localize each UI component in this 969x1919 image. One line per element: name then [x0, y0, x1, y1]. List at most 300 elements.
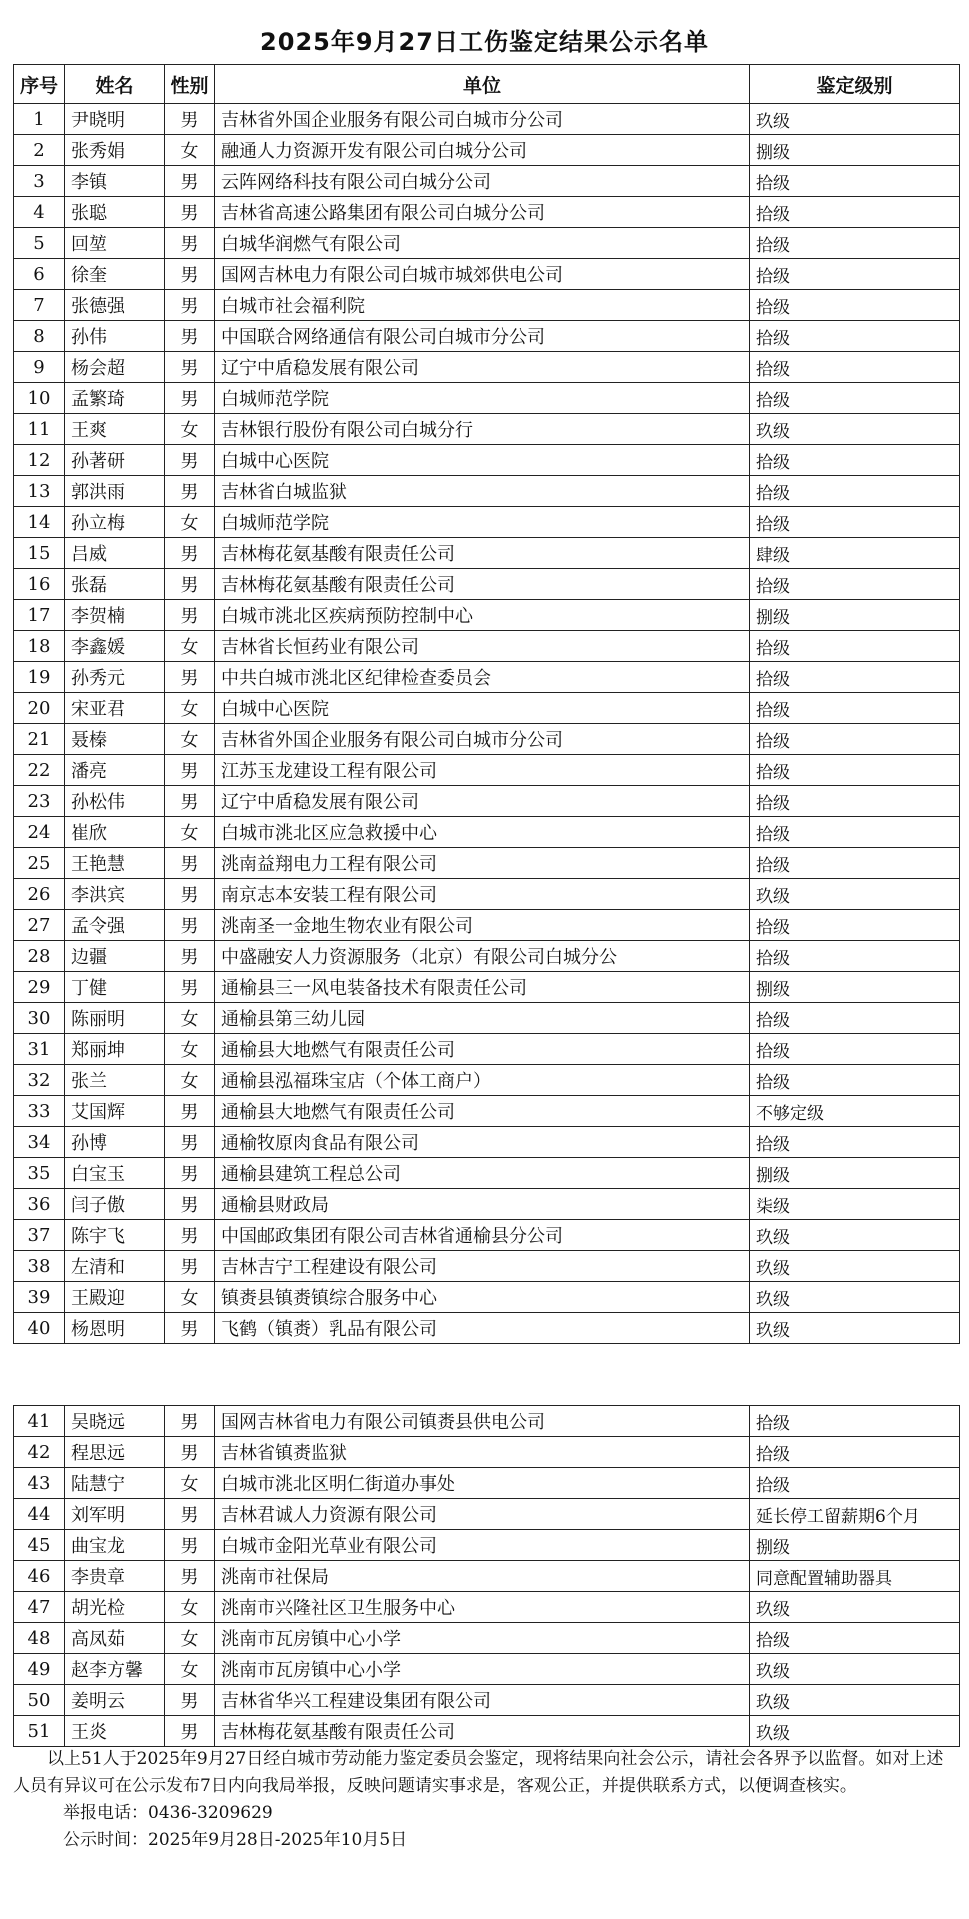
gender: 男 [165, 476, 215, 507]
row-number: 20 [14, 693, 65, 724]
employer-unit: 吉林省外国企业服务有限公司白城市分公司 [215, 104, 750, 135]
gender: 男 [165, 1561, 215, 1592]
gender: 女 [165, 1468, 215, 1499]
employer-unit: 融通人力资源开发有限公司白城分公司 [215, 135, 750, 166]
assessment-level: 柒级 [750, 1189, 960, 1220]
person-name: 李贵章 [65, 1561, 165, 1592]
person-name: 王艳慧 [65, 848, 165, 879]
person-name: 杨恩明 [65, 1313, 165, 1344]
table-row [14, 197, 960, 228]
gender: 男 [165, 321, 215, 352]
row-number: 51 [14, 1716, 65, 1747]
person-name: 吕威 [65, 538, 165, 569]
assessment-level: 玖级 [750, 104, 960, 135]
employer-unit: 白城师范学院 [215, 383, 750, 414]
employer-unit: 白城市社会福利院 [215, 290, 750, 321]
table-row [14, 879, 960, 910]
row-number: 25 [14, 848, 65, 879]
table-row [14, 1468, 960, 1499]
employer-unit: 通榆县泓福珠宝店（个体工商户） [215, 1065, 750, 1096]
gender: 男 [165, 1096, 215, 1127]
gender: 女 [165, 1282, 215, 1313]
row-number: 12 [14, 445, 65, 476]
gender: 男 [165, 290, 215, 321]
row-number: 5 [14, 228, 65, 259]
employer-unit: 洮南市瓦房镇中心小学 [215, 1654, 750, 1685]
assessment-level: 拾级 [750, 476, 960, 507]
table-row [14, 1530, 960, 1561]
header-gender: 性别 [165, 65, 215, 104]
row-number: 16 [14, 569, 65, 600]
assessment-level: 拾级 [750, 631, 960, 662]
row-number: 23 [14, 786, 65, 817]
row-number: 19 [14, 662, 65, 693]
employer-unit: 吉林梅花氨基酸有限责任公司 [215, 1716, 750, 1747]
table-row [14, 972, 960, 1003]
row-number: 17 [14, 600, 65, 631]
assessment-level: 拾级 [750, 1468, 960, 1499]
employer-unit: 辽宁中盾稳发展有限公司 [215, 786, 750, 817]
row-number: 28 [14, 941, 65, 972]
person-name: 崔欣 [65, 817, 165, 848]
employer-unit: 吉林省高速公路集团有限公司白城分公司 [215, 197, 750, 228]
table-row [14, 755, 960, 786]
person-name: 孙博 [65, 1127, 165, 1158]
table-row [14, 569, 960, 600]
row-number: 48 [14, 1623, 65, 1654]
person-name: 回堃 [65, 228, 165, 259]
row-number: 14 [14, 507, 65, 538]
gender: 男 [165, 1189, 215, 1220]
header-no: 序号 [14, 65, 65, 104]
person-name: 高凤茹 [65, 1623, 165, 1654]
row-number: 39 [14, 1282, 65, 1313]
employer-unit: 洮南益翔电力工程有限公司 [215, 848, 750, 879]
employer-unit: 飞鹤（镇赉）乳品有限公司 [215, 1313, 750, 1344]
person-name: 孙伟 [65, 321, 165, 352]
gender: 男 [165, 600, 215, 631]
gender: 女 [165, 1592, 215, 1623]
gender: 男 [165, 569, 215, 600]
table-row [14, 321, 960, 352]
assessment-level: 拾级 [750, 507, 960, 538]
results-table-part-1 [13, 64, 960, 1344]
row-number: 34 [14, 1127, 65, 1158]
table-row [14, 724, 960, 755]
row-number: 31 [14, 1034, 65, 1065]
person-name: 张德强 [65, 290, 165, 321]
person-name: 孙著研 [65, 445, 165, 476]
table-row [14, 1716, 960, 1747]
row-number: 1 [14, 104, 65, 135]
row-number: 4 [14, 197, 65, 228]
person-name: 艾国辉 [65, 1096, 165, 1127]
assessment-level: 玖级 [750, 1685, 960, 1716]
notice-block [13, 1746, 958, 1854]
gender: 男 [165, 352, 215, 383]
person-name: 张聪 [65, 197, 165, 228]
document-title: 2025年9月27日工伤鉴定结果公示名单 [260, 28, 709, 56]
gender: 女 [165, 1003, 215, 1034]
assessment-level: 拾级 [750, 569, 960, 600]
assessment-level: 拾级 [750, 693, 960, 724]
person-name: 徐奎 [65, 259, 165, 290]
row-number: 7 [14, 290, 65, 321]
table-row [14, 1654, 960, 1685]
row-number: 10 [14, 383, 65, 414]
table-row [14, 1592, 960, 1623]
person-name: 孙立梅 [65, 507, 165, 538]
table-row [14, 104, 960, 135]
assessment-level: 玖级 [750, 1716, 960, 1747]
header-level: 鉴定级别 [750, 65, 960, 104]
assessment-level: 拾级 [750, 228, 960, 259]
table-row [14, 910, 960, 941]
table-row [14, 693, 960, 724]
assessment-level: 玖级 [750, 1654, 960, 1685]
person-name: 张兰 [65, 1065, 165, 1096]
gender: 男 [165, 1716, 215, 1747]
table-row [14, 538, 960, 569]
gender: 男 [165, 662, 215, 693]
row-number: 32 [14, 1065, 65, 1096]
row-number: 21 [14, 724, 65, 755]
employer-unit: 吉林省外国企业服务有限公司白城市分公司 [215, 724, 750, 755]
table-row [14, 507, 960, 538]
gender: 女 [165, 817, 215, 848]
row-number: 46 [14, 1561, 65, 1592]
person-name: 李贺楠 [65, 600, 165, 631]
person-name: 潘亮 [65, 755, 165, 786]
person-name: 孟令强 [65, 910, 165, 941]
assessment-level: 拾级 [750, 755, 960, 786]
person-name: 郭洪雨 [65, 476, 165, 507]
employer-unit: 南京志本安装工程有限公司 [215, 879, 750, 910]
row-number: 9 [14, 352, 65, 383]
person-name: 聂榛 [65, 724, 165, 755]
table-row [14, 1499, 960, 1530]
row-number: 6 [14, 259, 65, 290]
assessment-level: 不够定级 [750, 1096, 960, 1127]
employer-unit: 中国联合网络通信有限公司白城市分公司 [215, 321, 750, 352]
assessment-level: 延长停工留薪期6个月 [750, 1499, 960, 1530]
row-number: 3 [14, 166, 65, 197]
employer-unit: 通榆县财政局 [215, 1189, 750, 1220]
assessment-level: 拾级 [750, 662, 960, 693]
employer-unit: 吉林银行股份有限公司白城分行 [215, 414, 750, 445]
gender: 女 [165, 1654, 215, 1685]
table-row [14, 1685, 960, 1716]
row-number: 44 [14, 1499, 65, 1530]
employer-unit: 洮南市瓦房镇中心小学 [215, 1623, 750, 1654]
row-number: 33 [14, 1096, 65, 1127]
row-number: 8 [14, 321, 65, 352]
row-number: 37 [14, 1220, 65, 1251]
employer-unit: 通榆县第三幼儿园 [215, 1003, 750, 1034]
table-row [14, 383, 960, 414]
table-row [14, 1313, 960, 1344]
publicity-period: 公示时间：2025年9月28日-2025年10月5日 [63, 1830, 408, 1850]
table-row [14, 631, 960, 662]
assessment-level: 拾级 [750, 786, 960, 817]
person-name: 姜明云 [65, 1685, 165, 1716]
gender: 男 [165, 941, 215, 972]
person-name: 李洪宾 [65, 879, 165, 910]
person-name: 宋亚君 [65, 693, 165, 724]
table-row [14, 941, 960, 972]
gender: 男 [165, 1406, 215, 1437]
assessment-level: 拾级 [750, 259, 960, 290]
table-row [14, 166, 960, 197]
gender: 男 [165, 1220, 215, 1251]
person-name: 孟繁琦 [65, 383, 165, 414]
person-name: 闫子傲 [65, 1189, 165, 1220]
employer-unit: 吉林省白城监狱 [215, 476, 750, 507]
person-name: 孙松伟 [65, 786, 165, 817]
row-number: 36 [14, 1189, 65, 1220]
person-name: 郑丽坤 [65, 1034, 165, 1065]
person-name: 左清和 [65, 1251, 165, 1282]
gender: 男 [165, 538, 215, 569]
person-name: 曲宝龙 [65, 1530, 165, 1561]
assessment-level: 拾级 [750, 197, 960, 228]
employer-unit: 白城市洮北区明仁街道办事处 [215, 1468, 750, 1499]
gender: 男 [165, 1158, 215, 1189]
row-number: 41 [14, 1406, 65, 1437]
row-number: 45 [14, 1530, 65, 1561]
table-row [14, 1561, 960, 1592]
person-name: 杨会超 [65, 352, 165, 383]
assessment-level: 拾级 [750, 290, 960, 321]
employer-unit: 洮南市兴隆社区卫生服务中心 [215, 1592, 750, 1623]
person-name: 陆慧宁 [65, 1468, 165, 1499]
header-name: 姓名 [65, 65, 165, 104]
gender: 女 [165, 135, 215, 166]
employer-unit: 国网吉林省电力有限公司镇赉县供电公司 [215, 1406, 750, 1437]
row-number: 24 [14, 817, 65, 848]
employer-unit: 镇赉县镇赉镇综合服务中心 [215, 1282, 750, 1313]
row-number: 29 [14, 972, 65, 1003]
assessment-level: 拾级 [750, 1034, 960, 1065]
employer-unit: 白城市金阳光草业有限公司 [215, 1530, 750, 1561]
person-name: 丁健 [65, 972, 165, 1003]
assessment-level: 拾级 [750, 445, 960, 476]
employer-unit: 通榆县三一风电装备技术有限责任公司 [215, 972, 750, 1003]
table-row [14, 1437, 960, 1468]
gender: 男 [165, 445, 215, 476]
person-name: 张秀娟 [65, 135, 165, 166]
gender: 男 [165, 1313, 215, 1344]
gender: 男 [165, 1530, 215, 1561]
gender: 男 [165, 786, 215, 817]
table-row [14, 1003, 960, 1034]
employer-unit: 江苏玉龙建设工程有限公司 [215, 755, 750, 786]
table-row [14, 259, 960, 290]
assessment-level: 肆级 [750, 538, 960, 569]
assessment-level: 玖级 [750, 879, 960, 910]
employer-unit: 吉林吉宁工程建设有限公司 [215, 1251, 750, 1282]
row-number: 35 [14, 1158, 65, 1189]
person-name: 孙秀元 [65, 662, 165, 693]
employer-unit: 国网吉林电力有限公司白城市城郊供电公司 [215, 259, 750, 290]
employer-unit: 通榆县大地燃气有限责任公司 [215, 1096, 750, 1127]
employer-unit: 中盛融安人力资源服务（北京）有限公司白城分公 [215, 941, 750, 972]
row-number: 50 [14, 1685, 65, 1716]
table-row [14, 1220, 960, 1251]
gender: 男 [165, 972, 215, 1003]
table-row [14, 1282, 960, 1313]
assessment-level: 拾级 [750, 1406, 960, 1437]
employer-unit: 白城中心医院 [215, 445, 750, 476]
person-name: 胡光检 [65, 1592, 165, 1623]
person-name: 边疆 [65, 941, 165, 972]
row-number: 43 [14, 1468, 65, 1499]
assessment-level: 捌级 [750, 1158, 960, 1189]
assessment-level: 拾级 [750, 166, 960, 197]
employer-unit: 通榆县建筑工程总公司 [215, 1158, 750, 1189]
assessment-level: 玖级 [750, 1313, 960, 1344]
row-number: 2 [14, 135, 65, 166]
employer-unit: 白城市洮北区疾病预防控制中心 [215, 600, 750, 631]
assessment-level: 拾级 [750, 724, 960, 755]
employer-unit: 吉林省长恒药业有限公司 [215, 631, 750, 662]
gender: 男 [165, 879, 215, 910]
assessment-level: 拾级 [750, 848, 960, 879]
employer-unit: 白城市洮北区应急救援中心 [215, 817, 750, 848]
person-name: 李镇 [65, 166, 165, 197]
assessment-level: 拾级 [750, 1003, 960, 1034]
employer-unit: 中共白城市洮北区纪律检查委员会 [215, 662, 750, 693]
gender: 男 [165, 848, 215, 879]
gender: 女 [165, 1623, 215, 1654]
gender: 女 [165, 414, 215, 445]
table-row [14, 1251, 960, 1282]
results-table-part-2 [13, 1405, 960, 1747]
gender: 男 [165, 1685, 215, 1716]
table-row [14, 1065, 960, 1096]
assessment-level: 玖级 [750, 1282, 960, 1313]
row-number: 30 [14, 1003, 65, 1034]
table-row [14, 786, 960, 817]
table-header-row [14, 65, 960, 104]
gender: 男 [165, 259, 215, 290]
row-number: 38 [14, 1251, 65, 1282]
gender: 男 [165, 910, 215, 941]
gender: 女 [165, 724, 215, 755]
assessment-level: 玖级 [750, 1592, 960, 1623]
table-row [14, 1127, 960, 1158]
table-row [14, 848, 960, 879]
assessment-level: 捌级 [750, 600, 960, 631]
employer-unit: 洮南圣一金地生物农业有限公司 [215, 910, 750, 941]
gender: 男 [165, 197, 215, 228]
row-number: 40 [14, 1313, 65, 1344]
person-name: 李鑫媛 [65, 631, 165, 662]
table-row [14, 600, 960, 631]
person-name: 陈丽明 [65, 1003, 165, 1034]
table-row [14, 414, 960, 445]
table-row [14, 476, 960, 507]
table-row [14, 1623, 960, 1654]
row-number: 26 [14, 879, 65, 910]
table-row [14, 1189, 960, 1220]
row-number: 11 [14, 414, 65, 445]
row-number: 13 [14, 476, 65, 507]
assessment-level: 拾级 [750, 1437, 960, 1468]
employer-unit: 通榆牧原肉食品有限公司 [215, 1127, 750, 1158]
assessment-level: 同意配置辅助器具 [750, 1561, 960, 1592]
table-row [14, 135, 960, 166]
table-row [14, 290, 960, 321]
assessment-level: 拾级 [750, 321, 960, 352]
gender: 男 [165, 1127, 215, 1158]
gender: 男 [165, 383, 215, 414]
table-row [14, 1034, 960, 1065]
assessment-level: 玖级 [750, 1220, 960, 1251]
person-name: 王爽 [65, 414, 165, 445]
table-row [14, 352, 960, 383]
assessment-level: 玖级 [750, 414, 960, 445]
assessment-level: 捌级 [750, 1530, 960, 1561]
employer-unit: 吉林省华兴工程建设集团有限公司 [215, 1685, 750, 1716]
assessment-level: 拾级 [750, 1623, 960, 1654]
gender: 女 [165, 693, 215, 724]
employer-unit: 通榆县大地燃气有限责任公司 [215, 1034, 750, 1065]
table-row [14, 1406, 960, 1437]
row-number: 18 [14, 631, 65, 662]
report-phone: 举报电话：0436-3209629 [63, 1803, 273, 1823]
assessment-level: 拾级 [750, 817, 960, 848]
header-unit: 单位 [215, 65, 750, 104]
table-row [14, 445, 960, 476]
table-row [14, 228, 960, 259]
table-row [14, 662, 960, 693]
gender: 女 [165, 1034, 215, 1065]
employer-unit: 吉林梅花氨基酸有限责任公司 [215, 569, 750, 600]
gender: 女 [165, 507, 215, 538]
gender: 男 [165, 1251, 215, 1282]
employer-unit: 云阵网络科技有限公司白城分公司 [215, 166, 750, 197]
table-row [14, 1096, 960, 1127]
employer-unit: 白城华润燃气有限公司 [215, 228, 750, 259]
person-name: 张磊 [65, 569, 165, 600]
row-number: 27 [14, 910, 65, 941]
gender: 女 [165, 1065, 215, 1096]
person-name: 陈宇飞 [65, 1220, 165, 1251]
employer-unit: 吉林君诚人力资源有限公司 [215, 1499, 750, 1530]
assessment-level: 拾级 [750, 383, 960, 414]
assessment-level: 玖级 [750, 1251, 960, 1282]
assessment-level: 捌级 [750, 135, 960, 166]
row-number: 47 [14, 1592, 65, 1623]
person-name: 王炎 [65, 1716, 165, 1747]
employer-unit: 白城师范学院 [215, 507, 750, 538]
row-number: 49 [14, 1654, 65, 1685]
assessment-level: 拾级 [750, 1065, 960, 1096]
row-number: 42 [14, 1437, 65, 1468]
employer-unit: 洮南市社保局 [215, 1561, 750, 1592]
employer-unit: 辽宁中盾稳发展有限公司 [215, 352, 750, 383]
assessment-level: 拾级 [750, 941, 960, 972]
person-name: 赵李方馨 [65, 1654, 165, 1685]
row-number: 15 [14, 538, 65, 569]
gender: 女 [165, 631, 215, 662]
person-name: 吴晓远 [65, 1406, 165, 1437]
gender: 男 [165, 1499, 215, 1530]
gender: 男 [165, 1437, 215, 1468]
table-row [14, 817, 960, 848]
employer-unit: 中国邮政集团有限公司吉林省通榆县分公司 [215, 1220, 750, 1251]
